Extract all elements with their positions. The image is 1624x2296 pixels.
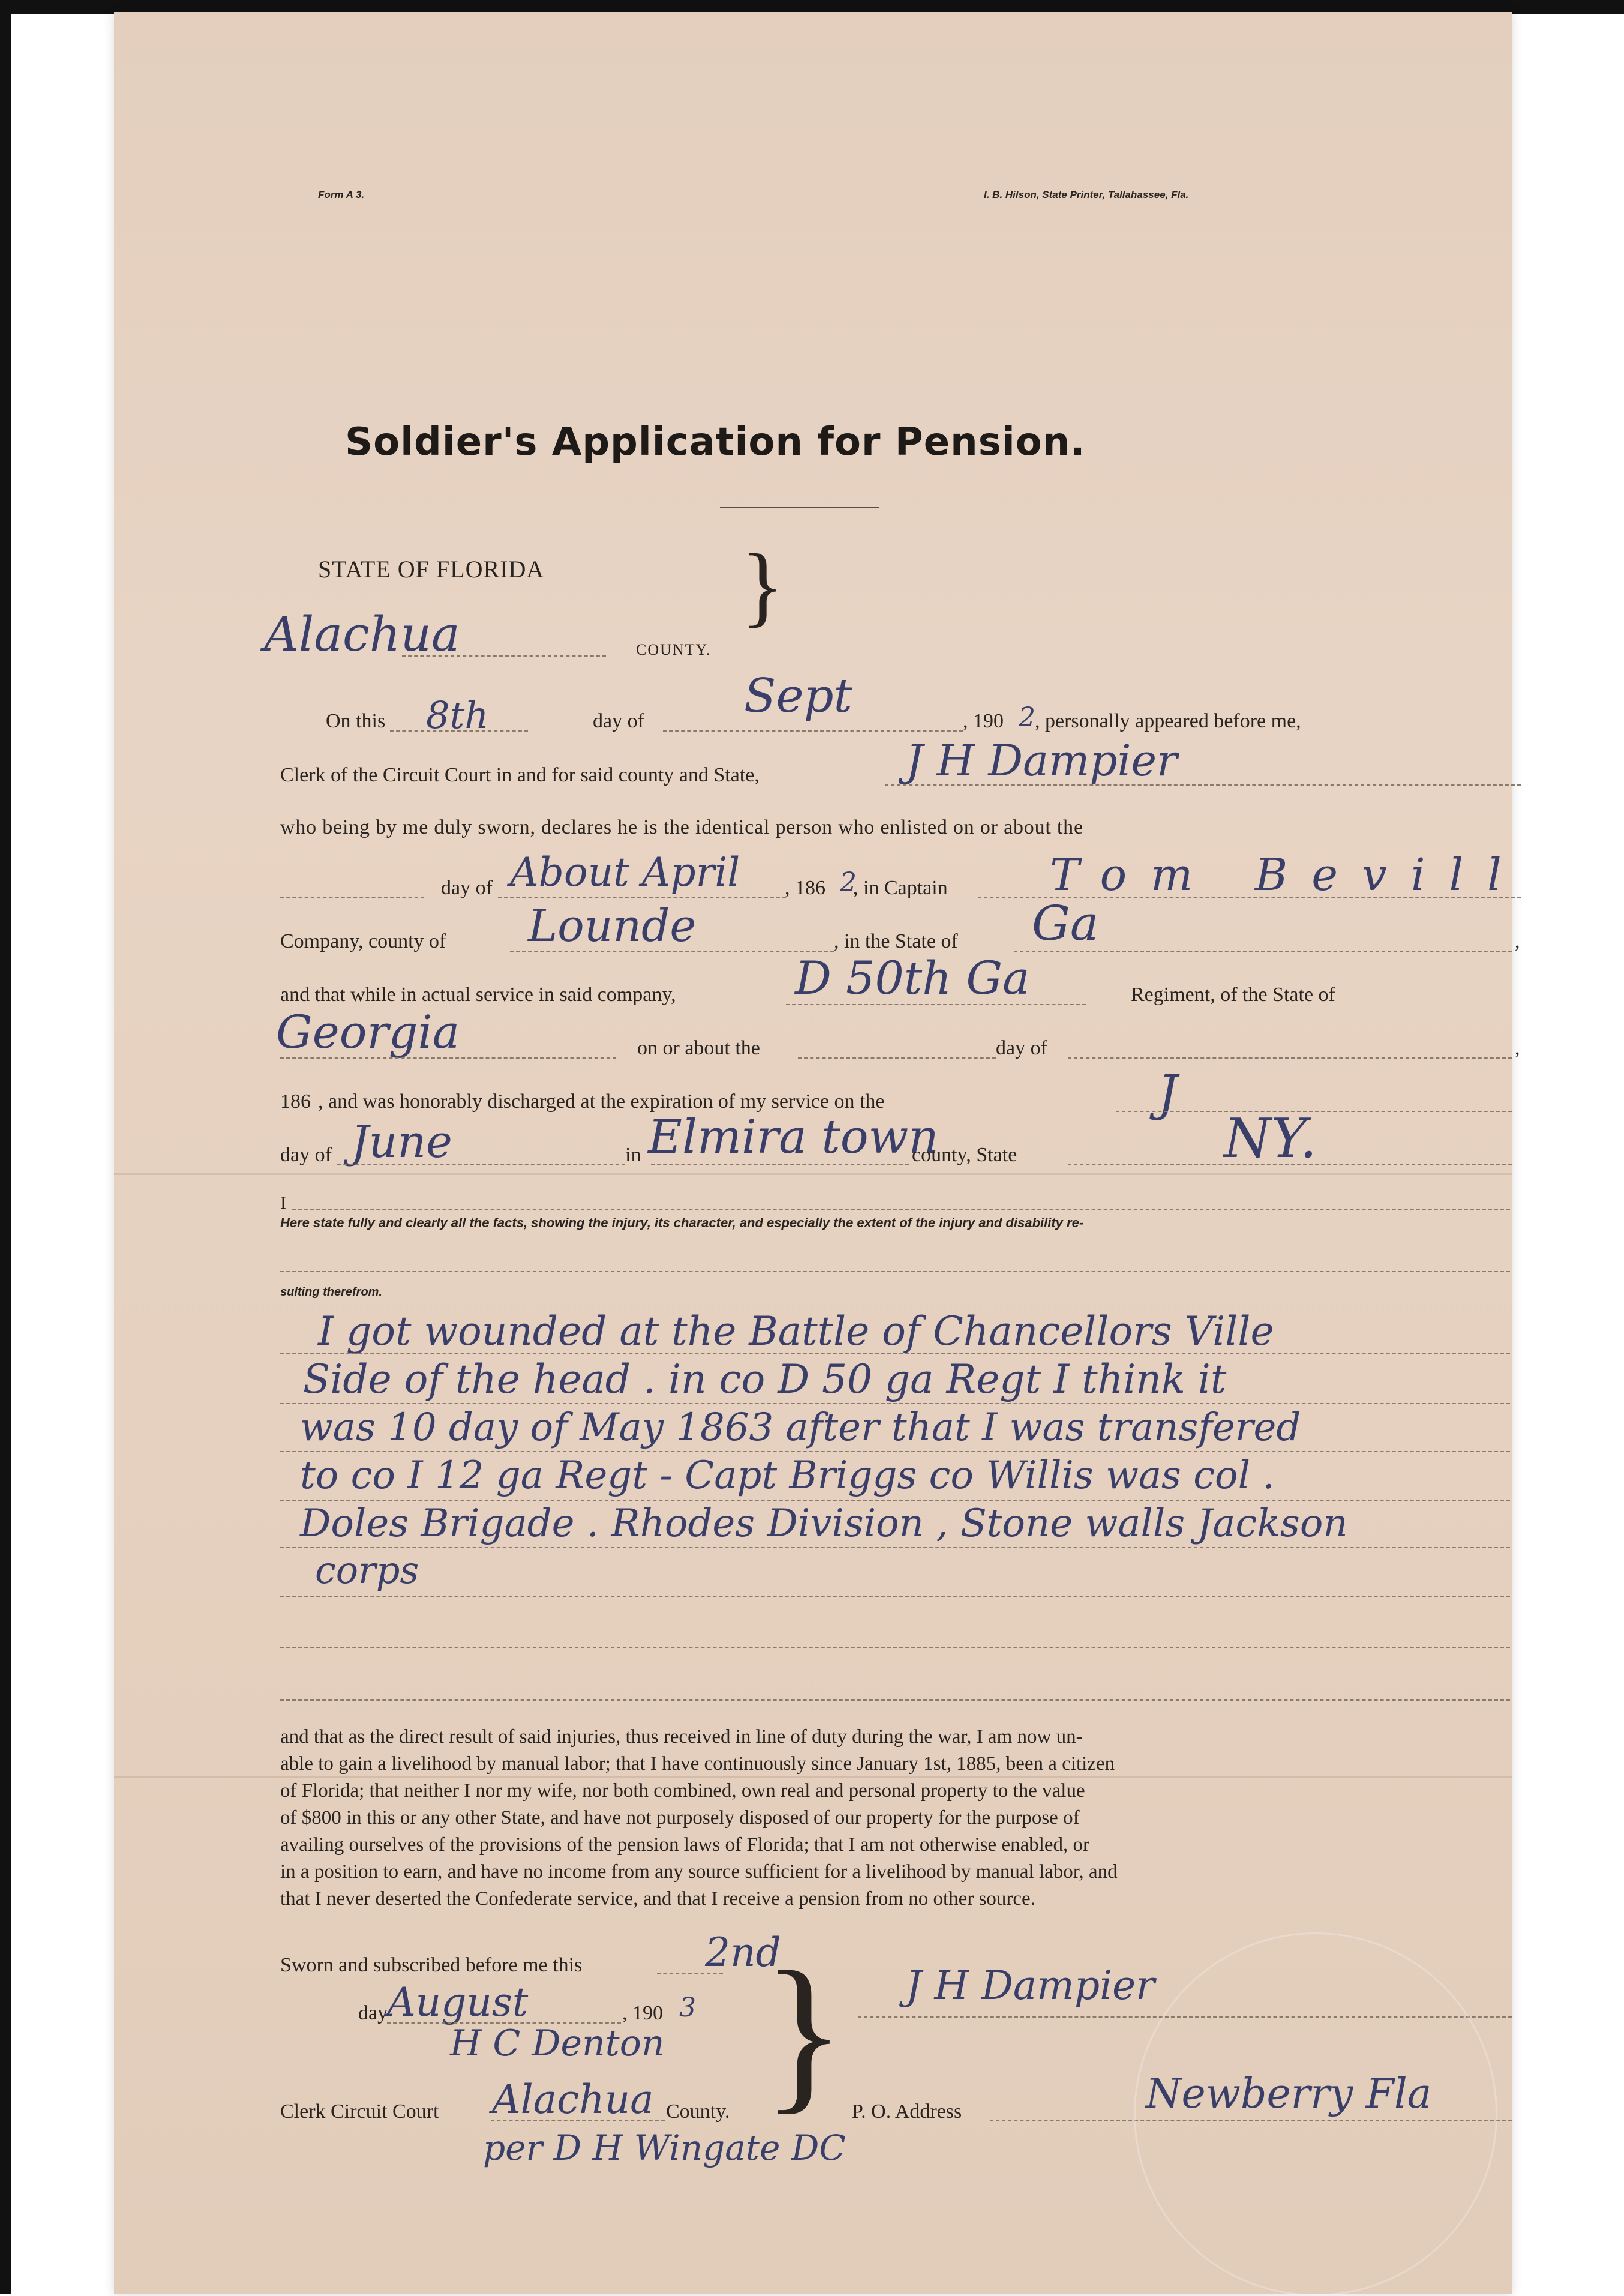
fill-line xyxy=(280,1699,1510,1701)
while-service-text: and that while in actual service in said company, xyxy=(280,984,676,1006)
fill-line xyxy=(491,2120,665,2121)
printer-credit: I. B. Hilson, State Printer, Tallahassee, Fla. xyxy=(984,189,1189,200)
declaration-line: in a position to earn, and have no income from any source sufficient for a livelihood by manual labor, and xyxy=(280,1861,1118,1883)
instruction-text-2: sulting therefrom. xyxy=(280,1285,383,1299)
jurat-year-prefix: , 190 xyxy=(622,2002,663,2024)
day-of-label-4: day of xyxy=(280,1144,332,1166)
jurat-county-handwritten: Alachua xyxy=(492,2076,654,2123)
captain-handwritten: Tom Bevill xyxy=(1050,849,1526,901)
fill-line xyxy=(337,1164,625,1165)
embossed-seal xyxy=(1134,1932,1497,2296)
county-label: COUNTY. xyxy=(636,641,712,658)
fill-line xyxy=(657,1973,723,1974)
declaration-paragraph xyxy=(280,1724,1516,1913)
pension-application-document xyxy=(114,12,1526,2294)
po-address-label: P. O. Address xyxy=(852,2100,962,2123)
enlist-year-handwritten: 2 xyxy=(840,867,857,898)
title-rule xyxy=(720,507,879,508)
jurat-month-handwritten: August xyxy=(387,1979,529,2025)
fill-line xyxy=(1068,1057,1512,1059)
jurat-year-handwritten: 3 xyxy=(679,1992,696,2023)
comma: , xyxy=(1515,930,1520,952)
sworn-label: Sworn and subscribed before me this xyxy=(280,1954,583,1976)
day-of-label: day of xyxy=(593,710,644,732)
declaration-line: availing ourselves of the provisions of the pension laws of Florida; that I am not otherwise enabled, or xyxy=(280,1834,1090,1856)
comma: , xyxy=(1515,1037,1520,1059)
fill-line xyxy=(280,1271,1510,1272)
county-handwritten: Alachua xyxy=(264,606,460,662)
regiment-of-label: Regiment, of the State of xyxy=(1131,984,1335,1006)
enlist-date-handwritten: About April xyxy=(510,849,740,895)
state2-handwritten: Georgia xyxy=(276,1005,460,1059)
in-state-label: , in the State of xyxy=(834,930,958,952)
declaration-line: and that as the direct result of said injuries, thus received in line of duty during the war, I am now un- xyxy=(280,1726,1083,1748)
discharge-place-handwritten: Elmira town xyxy=(648,1110,939,1164)
in-label: in xyxy=(625,1144,641,1166)
clerk-text: Clerk of the Circuit Court in and for said county and State, xyxy=(280,764,760,786)
statement-line: I got wounded at the Battle of Chancellors Ville xyxy=(318,1308,1274,1354)
year-handwritten: 2 xyxy=(1019,702,1035,733)
fill-line xyxy=(292,1209,1510,1210)
jurat-day-handwritten: 2nd xyxy=(705,1929,781,1976)
fold-crease xyxy=(114,1173,1512,1175)
applicant-signature: J H Dampier xyxy=(906,1962,1155,2009)
appeared-text: , personally appeared before me, xyxy=(1035,710,1301,732)
fill-line xyxy=(280,1403,1510,1404)
statement-line: Doles Brigade . Rhodes Division , Stone walls Jackson xyxy=(300,1501,1348,1546)
statement-line: was 10 day of May 1863 after that I was transfered xyxy=(300,1405,1301,1450)
fill-line xyxy=(280,897,424,898)
month-handwritten: Sept xyxy=(744,669,852,723)
declaration-line: that I never deserted the Confederate service, and that I receive a pension from no other source. xyxy=(280,1888,1035,1910)
day-of-label-3: day of xyxy=(996,1037,1047,1059)
declaration-line: of Florida; that neither I nor my wife, nor both combined, own real and personal property to the value xyxy=(280,1780,1085,1802)
fill-line xyxy=(280,1647,1510,1648)
fill-line xyxy=(1014,951,1512,952)
deputy-signature: per D H Wingate DC xyxy=(483,2127,846,2168)
state-handwritten: Ga xyxy=(1032,895,1099,951)
fill-line xyxy=(498,897,786,898)
statement-line: corps xyxy=(315,1548,419,1592)
county-line xyxy=(402,655,606,657)
year-186-label: 186 xyxy=(280,1090,311,1113)
company-county-label: Company, county of xyxy=(280,930,446,952)
enlist-year-prefix: , 186 xyxy=(785,877,825,899)
applicant-name-handwritten: J H Dampier xyxy=(906,735,1178,786)
fill-line xyxy=(651,1164,909,1165)
i-label: I xyxy=(280,1193,286,1213)
fill-line xyxy=(390,730,528,732)
on-this-label: On this xyxy=(326,710,386,732)
fill-line xyxy=(1068,1164,1512,1165)
scan-border-left xyxy=(0,0,11,2294)
year-prefix: , 190 xyxy=(963,710,1004,732)
fill-line xyxy=(798,1057,996,1059)
form-number: Form A 3. xyxy=(318,189,365,200)
in-captain-label: , in Captain xyxy=(853,877,948,899)
clerk-signature: H C Denton xyxy=(450,2022,665,2064)
sworn-text: who being by me duly sworn, declares he is the identical person who enlisted on or about the xyxy=(280,816,1083,838)
clerk-circuit-label: Clerk Circuit Court xyxy=(280,2100,439,2123)
fill-line xyxy=(885,784,1521,786)
fill-line xyxy=(280,1596,1510,1597)
po-address-handwritten: Newberry Fla xyxy=(1146,2070,1432,2118)
fill-line xyxy=(786,1004,1086,1005)
discharge-state-handwritten: NY. xyxy=(1224,1107,1317,1170)
statement-line: Side of the head . in co D 50 ga Regt I think it xyxy=(303,1356,1227,1402)
day-handwritten: 8th xyxy=(426,693,489,737)
fill-line xyxy=(510,951,834,952)
discharge-month-handwritten: June xyxy=(351,1116,452,1168)
discharge-day-handwritten: J xyxy=(1158,1065,1178,1122)
state-name: STATE OF FLORIDA xyxy=(318,556,545,583)
on-or-about-label: on or about the xyxy=(637,1037,760,1059)
page-title: Soldier's Application for Pension. xyxy=(345,420,1086,464)
regiment-handwritten: D 50th Ga xyxy=(795,951,1030,1005)
jurat-county-label: County. xyxy=(666,2100,730,2123)
day-of-label-2: day of xyxy=(441,877,493,899)
fill-line xyxy=(280,1353,1510,1354)
declaration-line: of $800 in this or any other State, and have not purposely disposed of our property for the purpose of xyxy=(280,1807,1080,1829)
fill-line xyxy=(280,1057,616,1059)
fill-line xyxy=(663,730,963,732)
discharged-text: , and was honorably discharged at the expiration of my service on the xyxy=(318,1090,885,1113)
instruction-text: Here state fully and clearly all the facts, showing the injury, its character, and especially the extent of the injury and disability re- xyxy=(280,1215,1084,1230)
fill-line xyxy=(280,1451,1510,1452)
declaration-line: able to gain a livelihood by manual labor; that I have continuously since January 1st, 1885, been a citizen xyxy=(280,1753,1115,1775)
jurat-brace: } xyxy=(762,1936,846,2129)
state-brace: } xyxy=(741,536,784,636)
county-state-label: county, State xyxy=(912,1144,1017,1166)
day-label: day xyxy=(358,2002,388,2024)
statement-line: to co I 12 ga Regt - Capt Briggs co Willis was col . xyxy=(300,1453,1275,1498)
fill-line xyxy=(280,1547,1510,1548)
county2-handwritten: Lounde xyxy=(528,900,697,952)
